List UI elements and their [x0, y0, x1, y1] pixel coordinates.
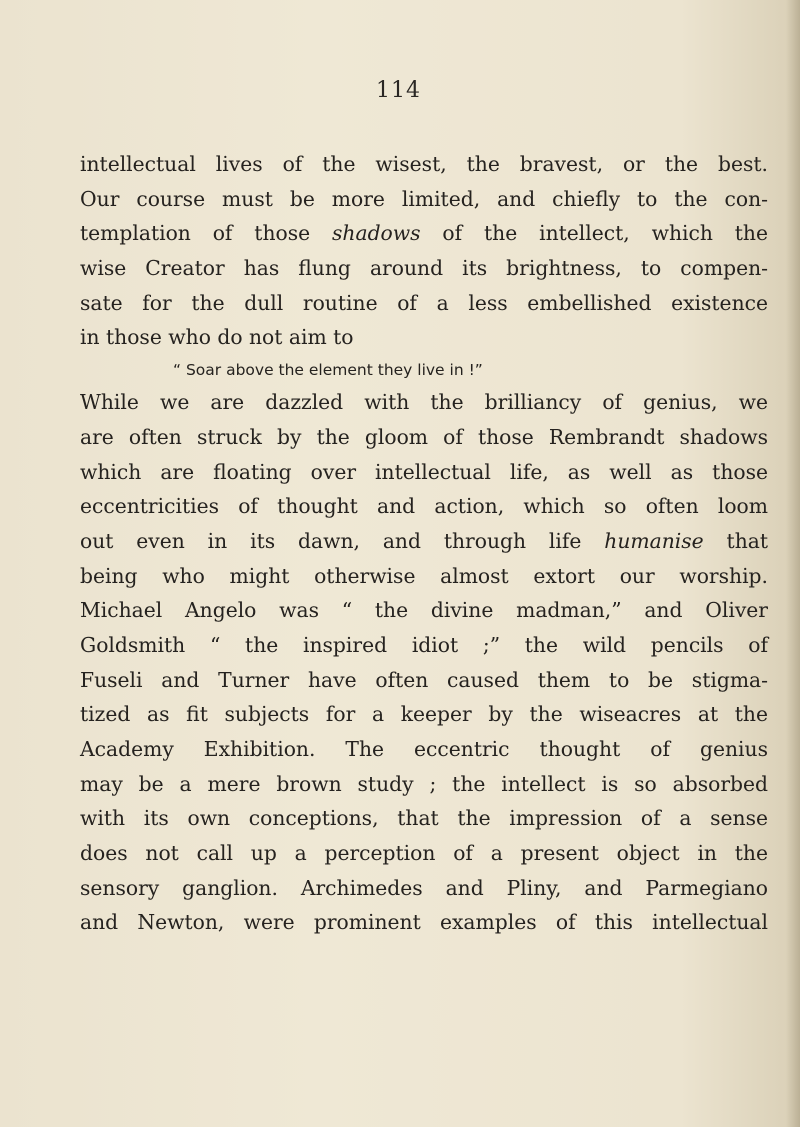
text-line: templation of those shadows of the intellect, which the — [80, 221, 768, 246]
text-line: in those who do not aim to — [80, 325, 354, 350]
text-line: tized as fit subjects for a keeper by the wiseacres at the — [80, 702, 768, 727]
text-line: wise Creator has flung around its brightness, to compen- — [80, 256, 768, 281]
quotation-line: “ Soar above the element they live in !” — [173, 361, 483, 380]
text-line: are often struck by the gloom of those Rembrandt shadows — [80, 424, 768, 449]
italic-word: shadows — [332, 221, 421, 246]
page-number: 114 — [376, 78, 421, 103]
italic-word: humanise — [604, 528, 704, 553]
text-line: and Newton, were prominent examples of this intellectual — [80, 910, 768, 935]
body-text — [80, 147, 768, 940]
text-line: Fuseli and Turner have often caused them to be stigma- — [80, 667, 768, 692]
text-line: Goldsmith “ the inspired idiot ;” the wild pencils of — [80, 632, 768, 657]
text-line: eccentricities of thought and action, which so often loom — [80, 494, 768, 519]
text-line: which are floating over intellectual life, as well as those — [80, 459, 768, 484]
page-edge-shadow — [786, 0, 800, 1127]
text-line: with its own conceptions, that the impression of a sense — [80, 806, 768, 831]
text-line: sensory ganglion. Archimedes and Pliny, and Parmegiano — [80, 875, 768, 900]
text-line: being who might otherwise almost extort our worship. — [80, 563, 768, 588]
text-line: does not call up a perception of a present object in the — [80, 841, 768, 866]
text-line: may be a mere brown study ; the intellect is so absorbed — [80, 771, 768, 796]
text-line: out even in its dawn, and through life humanise that — [80, 528, 768, 553]
text-line: Academy Exhibition. The eccentric thought of genius — [80, 737, 768, 761]
text-line: Our course must be more limited, and chiefly to the con- — [80, 186, 768, 211]
text-line: intellectual lives of the wisest, the bravest, or the best. — [80, 152, 768, 176]
text-line: sate for the dull routine of a less embellished existence — [80, 290, 768, 315]
text-line: Michael Angelo was “ the divine madman,” and Oliver — [80, 598, 768, 623]
text-line: While we are dazzled with the brilliancy of genius, we — [80, 390, 768, 415]
